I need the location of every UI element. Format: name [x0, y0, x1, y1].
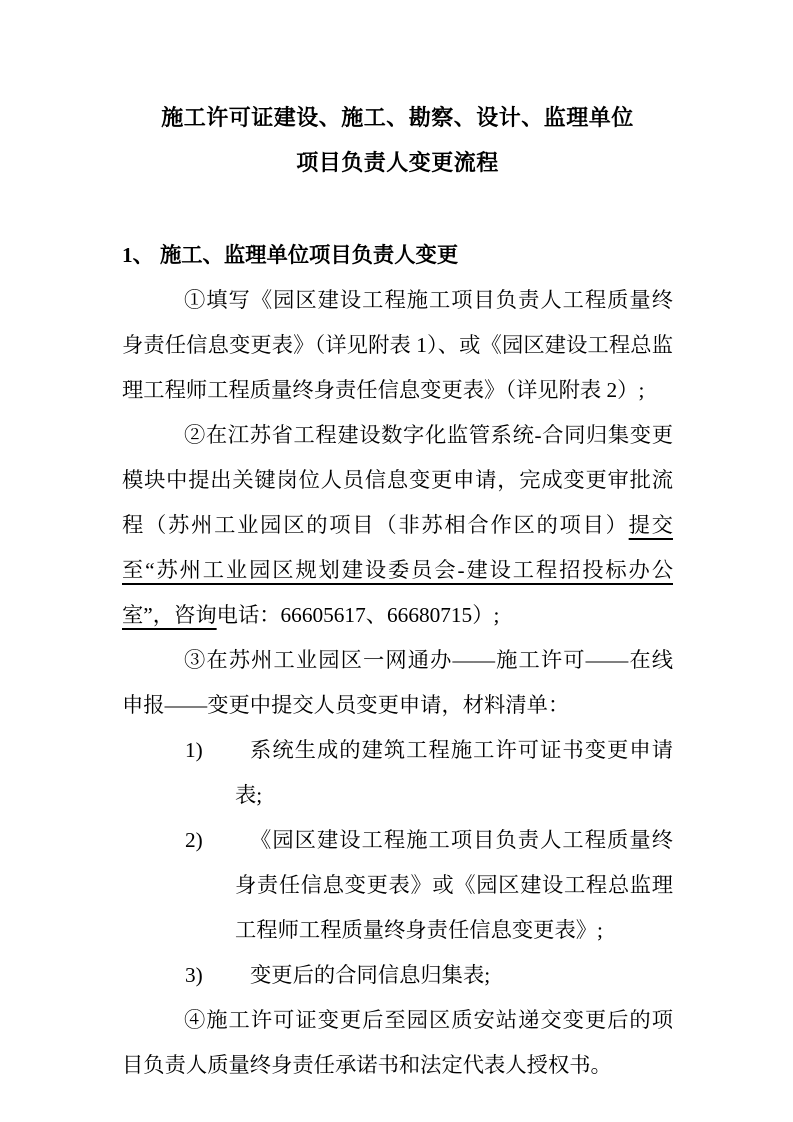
list-item — [122, 728, 673, 818]
text-segment: ③在苏州工业园区一网通办——施工许可——在线申报——变更中提交人员变更申请，材料清单： — [122, 648, 673, 717]
section-heading — [122, 233, 673, 278]
list-item — [122, 953, 673, 998]
paragraph — [122, 638, 673, 728]
list-marker: 1) — [185, 738, 203, 762]
text-segment: 电话：66605617、66680715）; — [216, 603, 500, 627]
underlined-text: 提交至“苏州工业园区规划建设委员会-建设工程招投标办公室”，咨询 — [122, 513, 673, 627]
title-line-1: 施工许可证建设、施工、勘察、设计、监理单位 — [161, 105, 634, 130]
text-segment: 系统生成的建筑工程施工许可证书变更申请表; — [235, 738, 673, 807]
section-heading-text: 施工、监理单位项目负责人变更 — [159, 243, 459, 267]
text-segment: ④施工许可证变更后至园区质安站递交变更后的项目负责人质量终身责任承诺书和法定代表人授权书。 — [122, 1008, 673, 1077]
paragraph — [122, 278, 673, 413]
list-marker: 2) — [185, 828, 203, 852]
section-number: 1、 — [122, 243, 154, 267]
text-segment: ①填写《园区建设工程施工项目负责人工程质量终身责任信息变更表》（详见附表 1）、或《园区建设工程总监理工程师工程质量终身责任信息变更表》（详见附表 2）; — [122, 288, 673, 402]
paragraph — [122, 413, 673, 638]
list-item — [122, 818, 673, 953]
list-marker: 3) — [185, 963, 203, 987]
document-title — [122, 95, 673, 185]
text-segment: 《园区建设工程施工项目负责人工程质量终身责任信息变更表》或《园区建设工程总监理工程师工程质量终身责任信息变更表》; — [235, 828, 673, 942]
title-line-2: 项目负责人变更流程 — [296, 150, 499, 175]
document-body — [122, 278, 673, 1088]
text-segment: ②在江苏省工程建设数字化监管系统-合同归集变更模块中提出关键岗位人员信息变更申请，完成变更审批流程（苏州工业园区的项目（非苏相合作区的项目） — [122, 423, 673, 537]
text-segment: 变更后的合同信息归集表; — [250, 963, 491, 987]
paragraph — [122, 998, 673, 1088]
